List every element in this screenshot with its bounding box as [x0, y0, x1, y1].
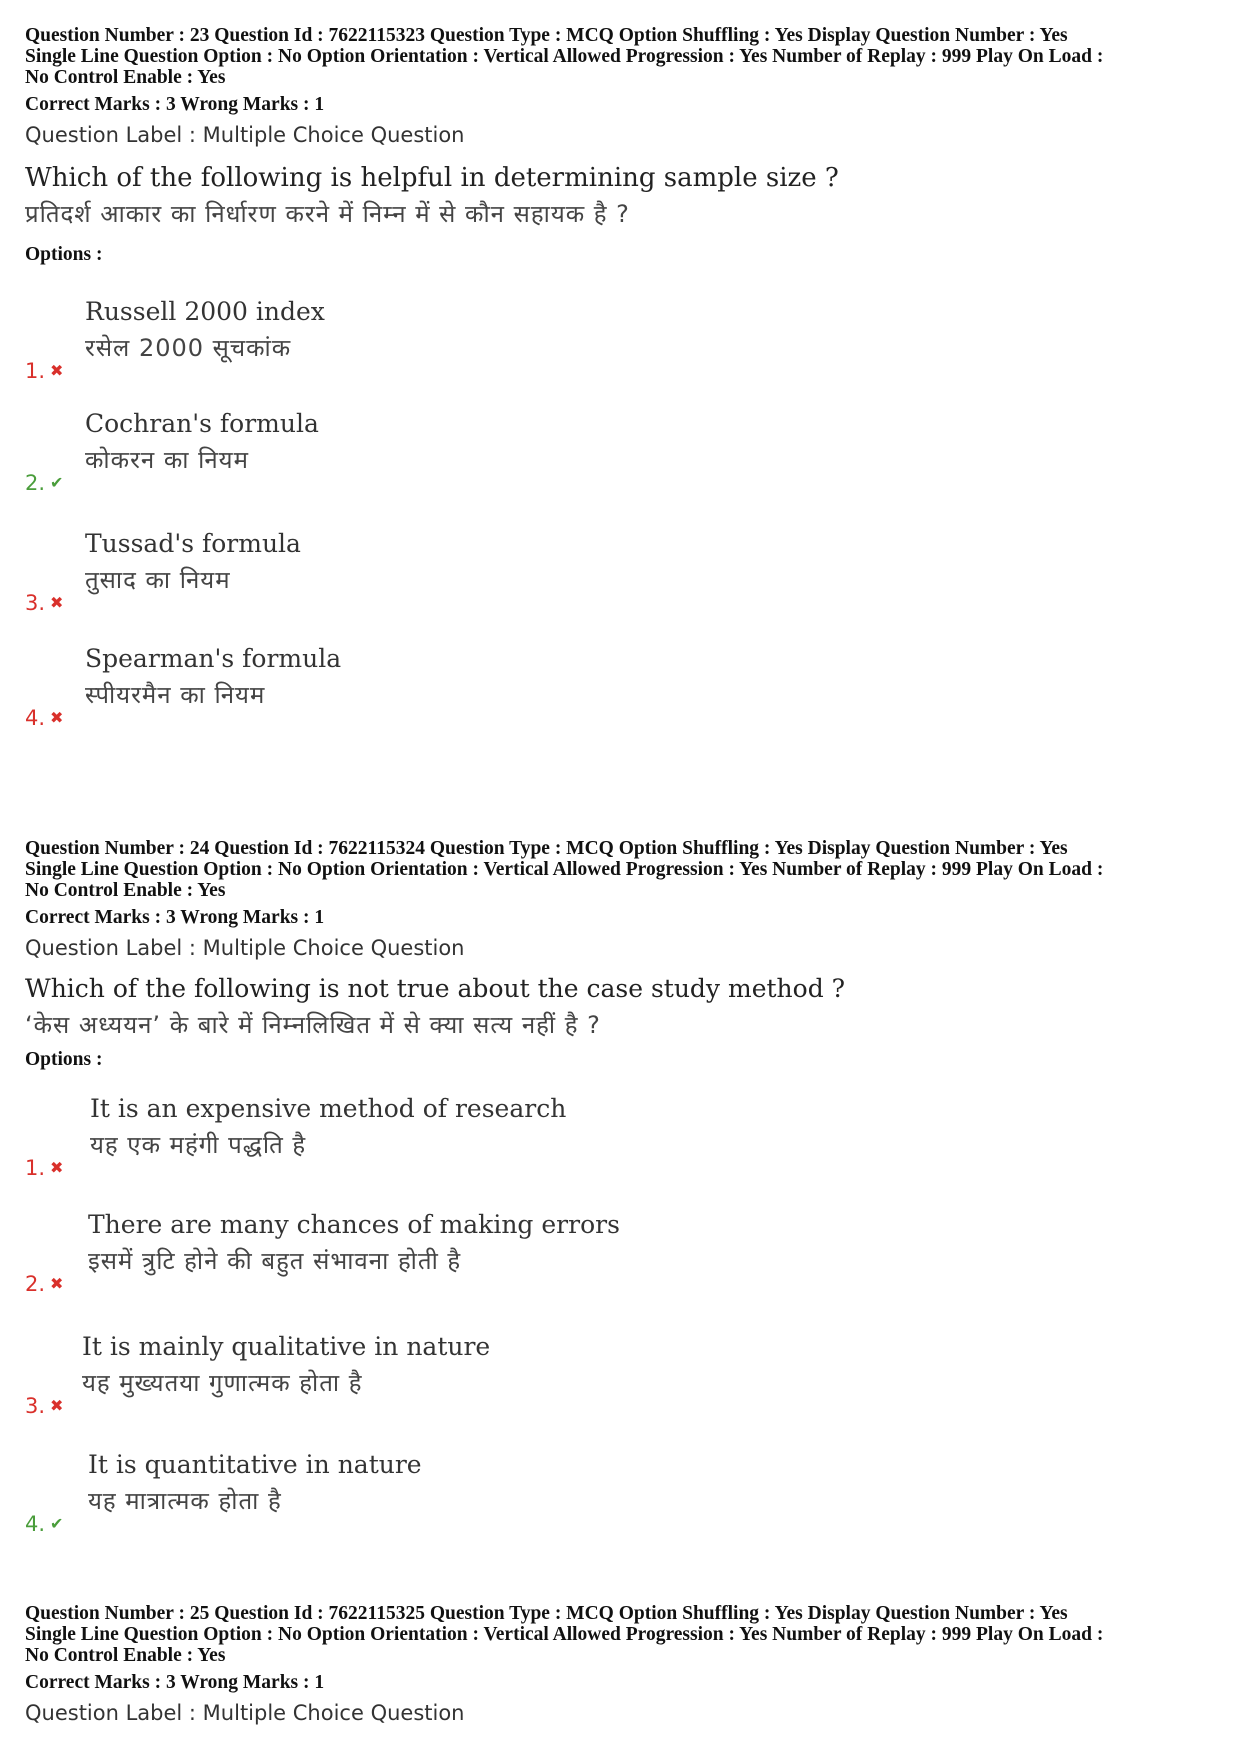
option-text-hindi: यह एक महंगी पद्धति है	[90, 1131, 307, 1159]
question-23	[25, 25, 1215, 730]
option-text-hindi: यह मात्रात्मक होता है	[88, 1487, 282, 1515]
question-meta-line1: Question Number : 23 Question Id : 7622115323 Question Type : MCQ Option Shuffling : Yes Display Question Number : Yes	[25, 25, 1068, 46]
option-text	[85, 640, 341, 712]
question-text-hindi: प्रतिदर्श आकार का निर्धारण करने में निम्न में से कौन सहायक है ?	[25, 200, 630, 228]
question-marks: Correct Marks : 3 Wrong Marks : 1	[25, 94, 325, 115]
question-text-english: Which of the following is not true about the case study method ?	[25, 974, 846, 1003]
question-meta-line3: No Control Enable : Yes	[25, 880, 226, 901]
option-text-english: It is an expensive method of research	[90, 1094, 567, 1123]
option-text	[85, 405, 319, 477]
question-meta-line2: Single Line Question Option : No Option Orientation : Vertical Allowed Progression : Yes Number of Replay : 999 Play On Load :	[25, 859, 1104, 880]
wrong-mark-icon: ✖	[50, 708, 64, 727]
option-4	[25, 640, 925, 740]
option-text	[90, 1090, 566, 1162]
option-3	[25, 525, 925, 625]
option-number: 3.	[25, 591, 46, 615]
option-1	[25, 1090, 925, 1190]
question-meta-line3: No Control Enable : Yes	[25, 67, 226, 88]
question-label: Question Label : Multiple Choice Question	[25, 123, 465, 147]
question-text-english: Which of the following is helpful in determining sample size ?	[25, 163, 839, 193]
option-text-english: Russell 2000 index	[85, 297, 325, 326]
option-text	[88, 1446, 422, 1518]
option-text-english: Tussad's formula	[85, 529, 301, 558]
option-text-hindi: स्पीयरमैन का नियम	[85, 681, 266, 709]
option-text	[85, 525, 301, 597]
wrong-mark-icon: ✖	[50, 1396, 64, 1415]
options-label: Options :	[25, 1049, 103, 1070]
option-number: 2.	[25, 1272, 46, 1296]
question-24	[25, 838, 1215, 1536]
option-number: 1.	[25, 359, 46, 383]
question-label: Question Label : Multiple Choice Question	[25, 936, 465, 960]
question-marks: Correct Marks : 3 Wrong Marks : 1	[25, 1672, 325, 1693]
question-meta-line1: Question Number : 24 Question Id : 7622115324 Question Type : MCQ Option Shuffling : Yes Display Question Number : Yes	[25, 838, 1068, 859]
option-2	[25, 1206, 925, 1306]
wrong-mark-icon: ✖	[50, 361, 64, 380]
question-marks: Correct Marks : 3 Wrong Marks : 1	[25, 907, 325, 928]
option-1	[25, 293, 925, 393]
option-number: 4.	[25, 1512, 46, 1536]
option-text-hindi: कोकरन का नियम	[85, 446, 249, 474]
option-text-english: It is quantitative in nature	[88, 1450, 422, 1479]
option-text	[88, 1206, 620, 1278]
option-text-hindi: इसमें त्रुटि होने की बहुत संभावना होती है	[88, 1247, 462, 1275]
option-number: 4.	[25, 706, 46, 730]
question-meta-line1: Question Number : 25 Question Id : 7622115325 Question Type : MCQ Option Shuffling : Yes Display Question Number : Yes	[25, 1603, 1068, 1624]
option-number: 3.	[25, 1394, 46, 1418]
question-meta-line3: No Control Enable : Yes	[25, 1645, 226, 1666]
question-text	[25, 971, 1215, 1043]
option-text-english: It is mainly qualitative in nature	[82, 1332, 491, 1361]
option-3	[25, 1328, 925, 1428]
option-4	[25, 1446, 925, 1546]
option-number: 1.	[25, 1156, 46, 1180]
wrong-mark-icon: ✖	[50, 1158, 64, 1177]
correct-check-icon: ✔	[50, 1514, 64, 1533]
option-number: 2.	[25, 471, 46, 495]
option-text	[82, 1328, 490, 1400]
question-25	[25, 1603, 1215, 1726]
wrong-mark-icon: ✖	[50, 593, 64, 612]
option-text-hindi: रसेल 2000 सूचकांक	[85, 334, 292, 362]
question-text-hindi: ‘केस अध्ययन’ के बारे में निम्नलिखित में से क्या सत्य नहीं है ?	[25, 1011, 601, 1039]
question-label: Question Label : Multiple Choice Question	[25, 1701, 465, 1725]
option-text	[85, 293, 325, 365]
option-text-english: There are many chances of making errors	[88, 1210, 620, 1239]
question-meta-line2: Single Line Question Option : No Option Orientation : Vertical Allowed Progression : Yes Number of Replay : 999 Play On Load :	[25, 1624, 1104, 1645]
wrong-mark-icon: ✖	[50, 1274, 64, 1293]
option-text-english: Cochran's formula	[85, 409, 319, 438]
option-text-hindi: तुसाद का नियम	[85, 566, 231, 594]
options-label: Options :	[25, 244, 103, 265]
question-meta-line2: Single Line Question Option : No Option Orientation : Vertical Allowed Progression : Yes Number of Replay : 999 Play On Load :	[25, 46, 1104, 67]
option-2	[25, 405, 925, 505]
question-text	[25, 160, 1215, 232]
option-text-hindi: यह मुख्यतया गुणात्मक होता है	[82, 1369, 363, 1397]
option-text-english: Spearman's formula	[85, 644, 342, 673]
correct-check-icon: ✔	[50, 473, 64, 492]
